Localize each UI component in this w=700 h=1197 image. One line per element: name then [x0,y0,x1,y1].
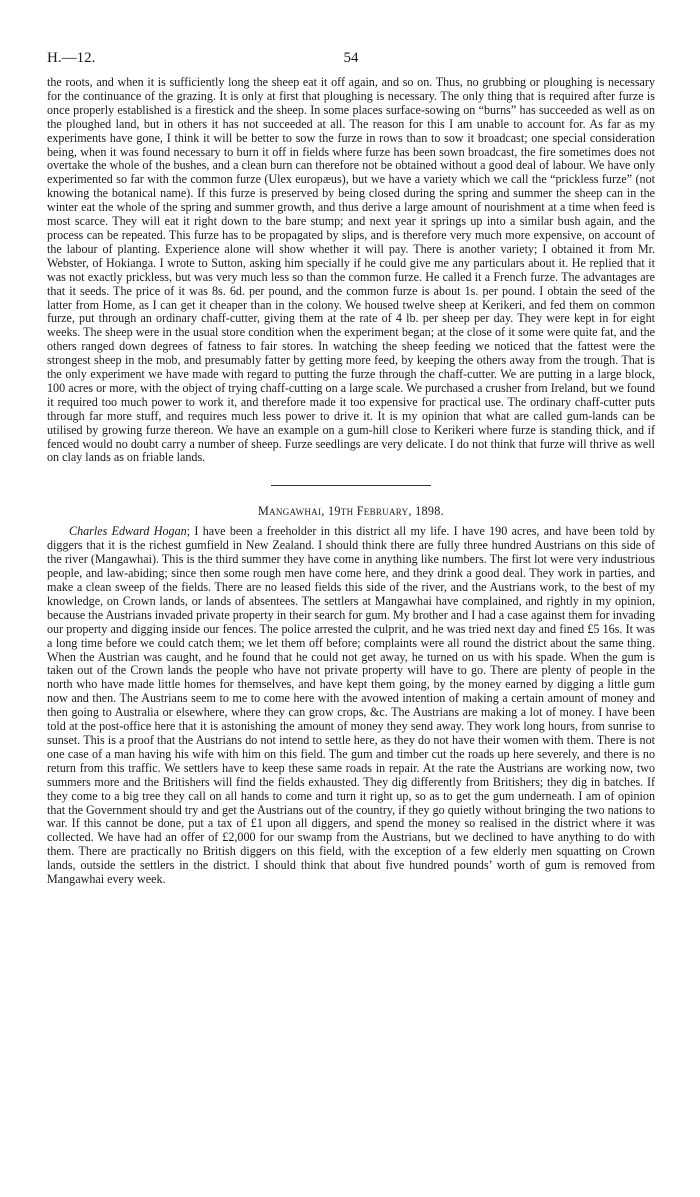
section-date: 19th February, 1898. [327,504,445,519]
report-reference: H.—12. [47,50,96,66]
body-paragraph: the roots, and when it is sufficiently long the sheep eat it off again, and so on. Thus, no grubbing or ploughing is necessary for the continuance of the grazing. It is only at first that ploughing is necessary. The only thing that is required after furze is once properly established is a firestick and the sheep. In some places surface-sowing on “burns” has succeeded as well as on the ploughed land, but in others it has not succeeded at all. The reason for this I am unable to account for. As far as my experiments have gone, I think it will be better to sow the furze in rows than to sow it broadcast; one special consideration being, when it was found necessary to burn it off in fields where furze has been sown broadcast, the fire sometimes does not overtake the whole of the bushes, and a clean burn can therefore not be obtained without a good deal of labour. We have only experimented so far with the common furze (Ulex europæus), but we have a variety which we call the “prickless furze” (not knowing the botanical name). If this furze is preserved by being closed during the spring and summer the sheep can in the winter eat the whole of the spring and summer growth, and thus derive a large amount of nourishment at a time when feed is most scarce. They will eat it right down to the bare stump; and next year it springs up into a similar bush again, and the process can be repeated. This furze has to be propagated by slips, and is therefore very much more expensive, on account of the labour of planting. Experience alone will show whether it will pay. There is another variety; I obtained it from Mr. Webster, of Hokianga. I wrote to Sutton, asking him specially if he could give me any particulars about it. He replied that it was not exactly prickless, but was very much less so than the common furze. He called it a French furze. The advantages are that it seeds. The price of it was 8s. 6d. per pound, and the common furze is about 1s. per pound. I obtain the seed of the latter from Home, as I can get it cheaper than in the colony. We housed twelve sheep at Kerikeri, and fed them on common furze, put through an ordinary chaff-cutter, giving them at the rate of 4 lb. per sheep per day. They were kept in for eight weeks. The sheep were in the usual store condition when the experiment began; at the close of it some were quite fat, and the others ranged down degrees of fatness to fair stores. In watching the sheep feeding we noticed that the fattest were the strongest sheep in the mob, and presumably fatter by getting more feed, by keeping the others away from the trough. That is the only experiment we have made with regard to putting the furze through the chaff-cutter. We are putting in a large block, 100 acres or more, with the object of trying chaff-cutting on a large scale. We purchased a crusher from Ireland, but we found it required too much power to work it, and therefore made it too expensive for practical use. The ordinary chaff-cutter puts through far more stuff, and requires much less power to drive it. It is my opinion that what are called gum-lands can be utilised by growing furze thereon. We have an example on a gum-hill close to Kerikeri where furze is standing thick, and if fenced would no doubt carry a number of sheep. Furze seedlings are very delicate. I do not think that furze will thrive as well on clay lands as on friable lands. [47,75,655,465]
section-divider [271,485,431,486]
testimony-text: ; I have been a freeholder in this district all my life. I have 190 acres, and have been told by diggers that it is the richest gumfield in New Zealand. I should think there are fully three hundred Austrians on this side of the river (Mangawhai). This is the third summer they have come in anything like numbers. The first lot were very industrious people, and law-abiding; since then some rough men have come here, and they drink a good deal. They work in parties, and make a clean sweep of the fields. There are no leased fields this side of the river, and the Austrians work, to the best of my knowledge, on Crown lands, or lands of absentees. The settlers at Mangawhai have complained, and rightly in my opinion, because the Austrians invaded private property in their search for gum. My brother and I had a case against them for invading our property and digging inside our fences. The police arrested the culprit, and he was tried next day and fined £5 16s. It was a long time before we could catch them; we let them off before; complaints were all round the district about the same thing. When the Austrian was caught, and he found that he could not get away, he turned on us with his spade. When the gum is taken out of the Crown lands the people who have not private property will have to go. There are plenty of people in the north who have made little homes for themselves, and have kept them going, by the money earned by digging a little gum now and then. The Austrians seem to me to come here with the avowed intention of making a certain amount of money and then going to Australia or elsewhere, where they can grow crops, &c. The Austrians are making a lot of money. I have been told at the post-office here that it is astonishing the amount of money they send away. They work long hours, from sunrise to sunset. This is a proof that the Austrians do not intend to settle here, as they do not have their women with them. There is not one case of a man having his wife with him on this field. The gum and timber cut the roads up here severely, and there is no return from this traffic. We settlers have to keep these same roads in repair. At the rate the Austrians are working now, two summers more and the Britishers will find the fields exhausted. They dig differently from Britishers; they dig in batches. If they come to a big tree they call on all hands to come and turn it right up, so as to get the gum underneath. I am of opinion that the Government should try and get the Austrians out of the country, if they go quietly without bringing the two nations to war. If this cannot be done, put a tax of £1 upon all diggers, and spend the money so realised in the district where it was collected. We have had an offer of £2,000 for our swamp from the Austrians, but we declined to have anything to do with them. There are practically no British diggers on this field, with the exception of a few elderly men squatting on Crown lands, outside the settlers in the district. I should think that about five hundred pounds’ worth of gum is removed from Mangawhai every week. [47,524,656,887]
page-number: 54 [343,50,359,66]
section-heading: Mangawhai, 19th February, 1898. [257,504,445,519]
section-place: Mangawhai [257,504,322,519]
speaker-name: Charles Edward Hogan [69,524,187,539]
page-header [47,50,655,76]
testimony-paragraph [47,525,655,887]
document-page [47,50,655,887]
